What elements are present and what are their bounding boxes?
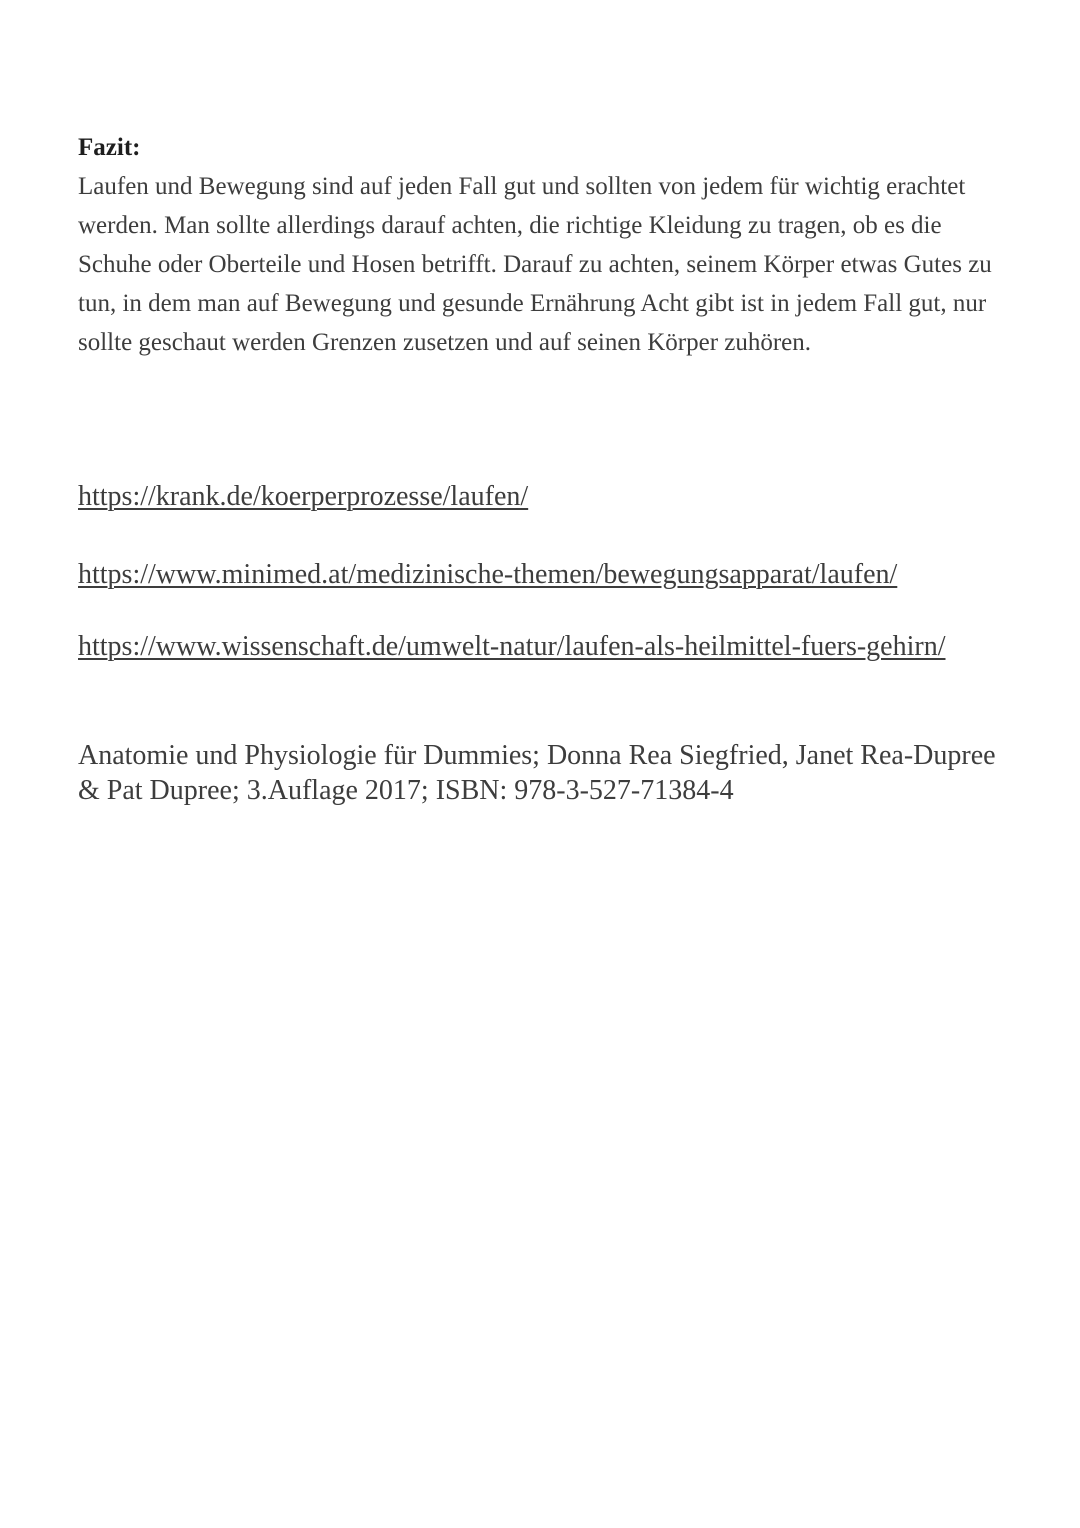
conclusion-paragraph: Laufen und Bewegung sind auf jeden Fall gut und sollten von jedem für wichtig erachtet werden. Man sollte allerdings darauf achten, die richtige Kleidung zu tragen, ob es die Schuhe oder Oberteile und Hosen betrifft. Darauf zu achten, seinem Körper etwas Gutes zu tun, in dem man auf Bewegung und gesunde Ernährung Acht gibt ist in jedem Fall gut, nur sollte geschaut werden Grenzen zusetzen und auf seinen Körper zuhören.	[78, 173, 992, 356]
conclusion-heading: Fazit:	[78, 134, 141, 161]
source-link-wissenschaft[interactable]: https://www.wissenschaft.de/umwelt-natur/laufen-als-heilmittel-fuers-gehirn/	[78, 631, 946, 662]
source-book-reference: Anatomie und Physiologie für Dummies; Donna Rea Siegfried, Janet Rea-Dupree & Pat Dupree; 3.Auflage 2017; ISBN: 978-3-527-71384-4	[78, 740, 996, 806]
conclusion-section	[78, 128, 1013, 362]
source-link-minimed[interactable]: https://www.minimed.at/medizinische-themen/bewegungsapparat/laufen/	[78, 559, 898, 590]
source-link-krank[interactable]: https://krank.de/koerperprozesse/laufen/	[78, 481, 529, 512]
